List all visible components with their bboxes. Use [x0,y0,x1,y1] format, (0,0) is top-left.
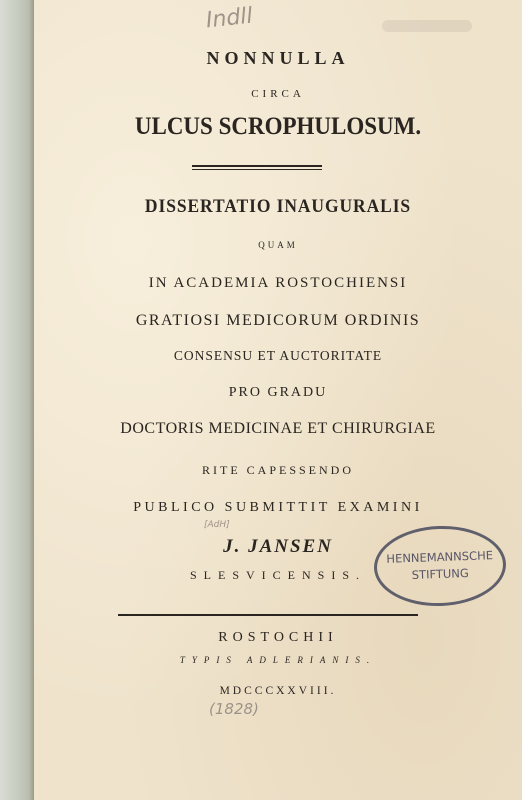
text-consensu: CONSENSU ET AUCTORITATE [173,348,383,363]
imprint-year: MDCCCXXVIII. [219,685,337,697]
title-page [34,0,522,800]
imprint-printer: TYPIS ADLERIANIS. [179,655,377,665]
divider-rule-top [192,165,322,167]
author-name: J. JANSEN [223,536,333,557]
stamp-line-2: STIFTUNG [411,566,470,582]
dissertation-heading: DISSERTATIO INAUGURALIS [144,196,412,217]
text-publico: PUBLICO SUBMITTIT EXAMINI [133,500,423,515]
text-doctoris: DOCTORIS MEDICINAE ET CHIRURGIAE [120,420,436,437]
pencil-smudge [382,20,472,32]
handwritten-annotation-margin: [AdH] [204,520,230,530]
text-quam: QUAM [258,240,298,250]
divider-rule-top-thin [192,169,322,170]
main-title: ULCUS SCROPHULOSUM. [134,113,422,140]
author-origin: SLESVICENSIS. [189,568,366,582]
title-line-2: CIRCA [251,88,305,100]
stamp-line-1: HENNEMANNSCHE [386,548,494,566]
text-rite: RITE CAPESSENDO [201,463,354,477]
book-spine-edge [0,0,34,800]
text-pro-gradu: PRO GRADU [228,385,328,400]
handwritten-annotation-year: (1828) [209,700,259,718]
imprint-place: ROSTOCHII [218,630,338,645]
text-academia: IN ACADEMIA ROSTOCHIENSI [148,275,408,291]
text-gratiosi: GRATIOSI MEDICORUM ORDINIS [135,312,421,329]
handwritten-annotation-top: Indll [204,3,254,34]
divider-rule-bottom [118,614,418,616]
title-line-1: NONNULLA [206,48,350,68]
